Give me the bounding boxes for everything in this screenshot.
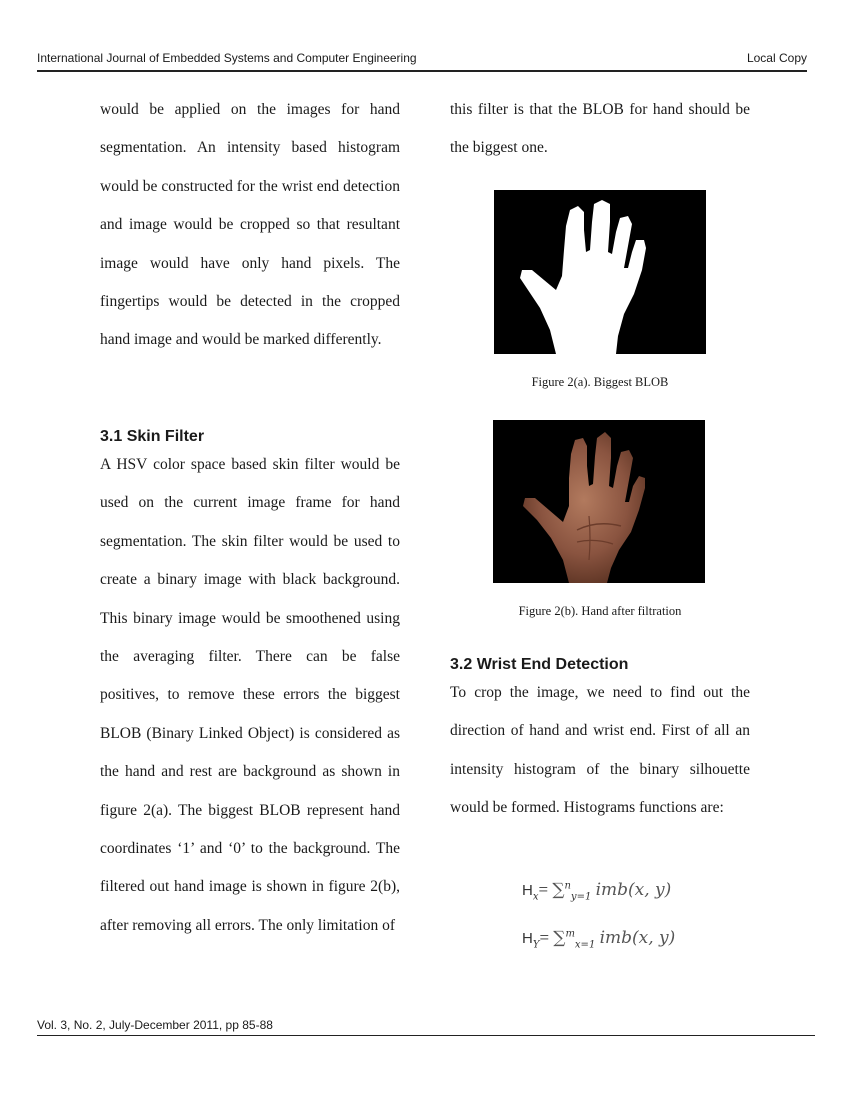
continued-paragraph: this filter is that the BLOB for hand should be the biggest one. — [450, 101, 750, 157]
figure-2b-caption: Figure 2(b). Hand after filtration — [518, 604, 682, 618]
journal-title: International Journal of Embedded Systems and Computer Engineering — [37, 51, 417, 65]
formula-hx-sum: ∑ — [552, 880, 565, 900]
formula-hx-expr: imb(x, y) — [595, 880, 672, 900]
formula-hy-lower: x=1 — [574, 939, 596, 951]
section-heading-wrist-end-detection: 3.2 Wrist End Detection — [450, 656, 629, 673]
footer-citation: Vol. 3, No. 2, July-December 2011, pp 85-88 — [37, 1018, 273, 1032]
histogram-formula-hx — [522, 880, 671, 902]
formula-hy-eq: = — [539, 928, 550, 947]
wrist-paragraph: To crop the image, we need to find out the direction of hand and wrist end. First of all an intensity histogram of the binary silhouette would be formed. Histograms functions are: — [450, 684, 750, 817]
formula-hy-lhs-sub: Y — [532, 939, 540, 951]
formula-hx-upper: n — [564, 880, 571, 892]
formula-hx-lhs-sub: x — [532, 891, 539, 903]
page-footer — [37, 1018, 815, 1036]
binary-hand-image — [494, 190, 706, 354]
filtered-hand-image — [493, 420, 705, 583]
skin-filter-paragraph: A HSV color space based skin filter would be used on the current image frame for hand segmentation. The skin filter would be used to create a binary image with black background. This binary image would be smoothened using the averaging filter. There can be false positives, to remove these errors the biggest BLOB (Binary Linked Object) is considered as the hand and rest are background as shown in figure 2(a). The biggest BLOB represent hand coordinates ‘1’ and ‘0’ to the background. The filtered out hand image is shown in figure 2(b), after removing all errors. The only limitation of — [100, 456, 400, 934]
left-column — [100, 91, 400, 360]
formula-hy-upper: m — [565, 928, 575, 940]
histogram-formula-hy — [522, 928, 675, 950]
formula-hx-eq: = — [538, 880, 549, 899]
wrist-paragraph-block — [450, 674, 750, 828]
formula-hy-lhs: H — [522, 930, 533, 947]
figure-2a-biggest-blob — [494, 190, 706, 354]
skin-filter-paragraph-block — [100, 446, 400, 945]
intro-paragraph: would be applied on the images for hand segmentation. An intensity based histogram would be constructed for the wrist end detection and image would be cropped so that resultant image would have only hand pixels. The fingertips would be detected in the cropped hand image and would be marked differently. — [100, 101, 400, 349]
figure-2b-hand-after-filtration — [493, 420, 705, 583]
running-header — [37, 50, 807, 72]
formula-hx-lower: y=1 — [570, 891, 592, 903]
right-column — [450, 91, 750, 168]
copy-label: Local Copy — [746, 51, 807, 65]
figure-2a-caption: Figure 2(a). Biggest BLOB — [531, 375, 669, 389]
formula-hx-lhs: H — [522, 882, 533, 899]
section-heading-skin-filter: 3.1 Skin Filter — [100, 428, 205, 445]
formula-hy-sum: ∑ — [553, 928, 566, 948]
formula-hy-expr: imb(x, y) — [599, 928, 676, 948]
